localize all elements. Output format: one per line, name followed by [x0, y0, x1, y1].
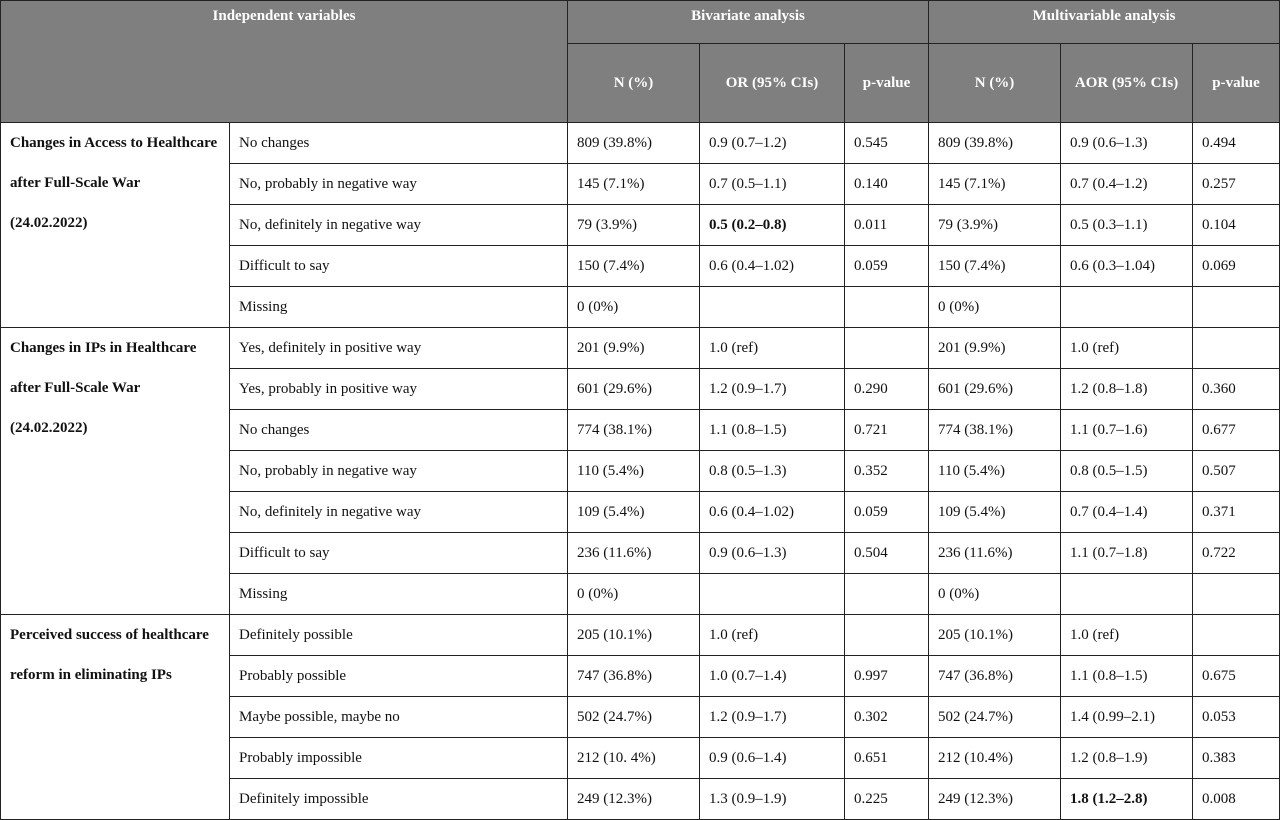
- category-cell: No changes: [230, 410, 568, 451]
- n-pct-cell: 0 (0%): [568, 287, 700, 328]
- table-row: [1, 123, 1280, 164]
- or-ci-cell: 1.0 (ref): [700, 615, 845, 656]
- variable-group-label: Changes in IPs in Healthcare after Full-Scale War (24.02.2022): [1, 328, 230, 615]
- p-value-header: p-value: [845, 44, 929, 123]
- n-pct-cell: 236 (11.6%): [568, 533, 700, 574]
- p-value-cell: [845, 574, 929, 615]
- bivariate-analysis-header: Bivariate analysis: [568, 1, 929, 44]
- aor-ci-cell: 0.9 (0.6–1.3): [1061, 123, 1193, 164]
- p-value-cell: 0.302: [845, 697, 929, 738]
- n-pct-multivariable-cell: 809 (39.8%): [929, 123, 1061, 164]
- n-pct-multivariable-cell: 0 (0%): [929, 287, 1061, 328]
- category-cell: Maybe possible, maybe no: [230, 697, 568, 738]
- or-ci-cell: 0.9 (0.6–1.3): [700, 533, 845, 574]
- or-ci-cell: 0.6 (0.4–1.02): [700, 246, 845, 287]
- aor-ci-cell: 1.0 (ref): [1061, 328, 1193, 369]
- p-value-multivariable-cell: 0.053: [1193, 697, 1280, 738]
- n-pct-multivariable-cell: 109 (5.4%): [929, 492, 1061, 533]
- p-value-cell: [845, 287, 929, 328]
- n-pct-multivariable-cell: 145 (7.1%): [929, 164, 1061, 205]
- category-cell: Difficult to say: [230, 533, 568, 574]
- n-pct-multivariable-cell: 201 (9.9%): [929, 328, 1061, 369]
- p-value-multivariable-cell: 0.507: [1193, 451, 1280, 492]
- p-value-multivariable-cell: [1193, 287, 1280, 328]
- aor-ci-cell: 1.4 (0.99–2.1): [1061, 697, 1193, 738]
- n-pct-multivariable-cell: 110 (5.4%): [929, 451, 1061, 492]
- aor-ci-cell: [1061, 574, 1193, 615]
- p-value-cell: 0.011: [845, 205, 929, 246]
- p-value-cell: 0.352: [845, 451, 929, 492]
- n-pct-multivariable-cell: 249 (12.3%): [929, 779, 1061, 820]
- or-ci-cell: 1.3 (0.9–1.9): [700, 779, 845, 820]
- or-ci-cell: 1.2 (0.9–1.7): [700, 369, 845, 410]
- or-ci-cell: 0.9 (0.6–1.4): [700, 738, 845, 779]
- p-value-multivariable-cell: [1193, 574, 1280, 615]
- p-value-cell: [845, 328, 929, 369]
- n-pct-cell: 249 (12.3%): [568, 779, 700, 820]
- table-row: [1, 328, 1280, 369]
- aor-ci-cell: 1.1 (0.8–1.5): [1061, 656, 1193, 697]
- p-value-multivariable-cell: 0.677: [1193, 410, 1280, 451]
- n-pct-cell: 205 (10.1%): [568, 615, 700, 656]
- or-ci-cell: 0.7 (0.5–1.1): [700, 164, 845, 205]
- aor-ci-cell: 0.5 (0.3–1.1): [1061, 205, 1193, 246]
- n-pct-cell: 0 (0%): [568, 574, 700, 615]
- n-pct-multivariable-cell: 601 (29.6%): [929, 369, 1061, 410]
- variable-group-label: Perceived success of healthcare reform in eliminating IPs: [1, 615, 230, 820]
- p-value-cell: [845, 615, 929, 656]
- n-pct-cell: 110 (5.4%): [568, 451, 700, 492]
- n-pct-header: N (%): [568, 44, 700, 123]
- independent-variables-header: Independent variables: [1, 1, 568, 123]
- p-value-multivariable-cell: 0.494: [1193, 123, 1280, 164]
- category-cell: No, definitely in negative way: [230, 492, 568, 533]
- p-value-cell: 0.059: [845, 246, 929, 287]
- p-value-multivariable-cell: 0.008: [1193, 779, 1280, 820]
- n-pct-cell: 502 (24.7%): [568, 697, 700, 738]
- or-ci-cell: [700, 287, 845, 328]
- n-pct-multivariable-cell: 0 (0%): [929, 574, 1061, 615]
- p-value-cell: 0.997: [845, 656, 929, 697]
- category-cell: No, definitely in negative way: [230, 205, 568, 246]
- p-value-multivariable-cell: [1193, 615, 1280, 656]
- category-cell: Probably possible: [230, 656, 568, 697]
- n-pct-multivariable-cell: 502 (24.7%): [929, 697, 1061, 738]
- n-pct-multivariable-cell: 236 (11.6%): [929, 533, 1061, 574]
- p-value-multivariable-cell: 0.722: [1193, 533, 1280, 574]
- category-cell: Missing: [230, 287, 568, 328]
- p-value-cell: 0.545: [845, 123, 929, 164]
- table-row: [1, 615, 1280, 656]
- aor-ci-header: AOR (95% CIs): [1061, 44, 1193, 123]
- aor-ci-cell: 0.7 (0.4–1.4): [1061, 492, 1193, 533]
- n-pct-cell: 212 (10. 4%): [568, 738, 700, 779]
- category-cell: Probably impossible: [230, 738, 568, 779]
- p-value-cell: 0.059: [845, 492, 929, 533]
- n-pct-cell: 601 (29.6%): [568, 369, 700, 410]
- p-value-cell: 0.225: [845, 779, 929, 820]
- aor-ci-cell: 1.0 (ref): [1061, 615, 1193, 656]
- p-value-multivariable-cell: 0.360: [1193, 369, 1280, 410]
- n-pct-multivariable-cell: 205 (10.1%): [929, 615, 1061, 656]
- p-value-multivariable-cell: 0.371: [1193, 492, 1280, 533]
- n-pct-multivariable-cell: 747 (36.8%): [929, 656, 1061, 697]
- n-pct-multivariable-header: N (%): [929, 44, 1061, 123]
- p-value-cell: 0.290: [845, 369, 929, 410]
- n-pct-cell: 747 (36.8%): [568, 656, 700, 697]
- p-value-multivariable-cell: 0.257: [1193, 164, 1280, 205]
- n-pct-cell: 809 (39.8%): [568, 123, 700, 164]
- category-cell: Yes, probably in positive way: [230, 369, 568, 410]
- aor-ci-cell: 1.2 (0.8–1.9): [1061, 738, 1193, 779]
- p-value-multivariable-cell: 0.104: [1193, 205, 1280, 246]
- category-cell: Yes, definitely in positive way: [230, 328, 568, 369]
- or-ci-cell: [700, 574, 845, 615]
- p-value-multivariable-header: p-value: [1193, 44, 1280, 123]
- n-pct-cell: 109 (5.4%): [568, 492, 700, 533]
- p-value-multivariable-cell: 0.383: [1193, 738, 1280, 779]
- p-value-multivariable-cell: [1193, 328, 1280, 369]
- p-value-cell: 0.651: [845, 738, 929, 779]
- aor-ci-cell: 1.1 (0.7–1.8): [1061, 533, 1193, 574]
- or-ci-cell: 0.9 (0.7–1.2): [700, 123, 845, 164]
- p-value-multivariable-cell: 0.069: [1193, 246, 1280, 287]
- or-ci-cell: 0.6 (0.4–1.02): [700, 492, 845, 533]
- or-ci-cell: 1.0 (0.7–1.4): [700, 656, 845, 697]
- category-cell: No, probably in negative way: [230, 451, 568, 492]
- p-value-cell: 0.140: [845, 164, 929, 205]
- variable-group-label: Changes in Access to Healthcare after Full-Scale War (24.02.2022): [1, 123, 230, 328]
- aor-ci-cell: 0.7 (0.4–1.2): [1061, 164, 1193, 205]
- category-cell: Definitely possible: [230, 615, 568, 656]
- p-value-multivariable-cell: 0.675: [1193, 656, 1280, 697]
- n-pct-cell: 150 (7.4%): [568, 246, 700, 287]
- n-pct-multivariable-cell: 774 (38.1%): [929, 410, 1061, 451]
- n-pct-multivariable-cell: 79 (3.9%): [929, 205, 1061, 246]
- table-body: [1, 123, 1280, 820]
- aor-ci-cell: [1061, 287, 1193, 328]
- table-header: [1, 1, 1280, 123]
- n-pct-multivariable-cell: 212 (10.4%): [929, 738, 1061, 779]
- n-pct-cell: 79 (3.9%): [568, 205, 700, 246]
- p-value-cell: 0.721: [845, 410, 929, 451]
- n-pct-multivariable-cell: 150 (7.4%): [929, 246, 1061, 287]
- or-ci-header: OR (95% CIs): [700, 44, 845, 123]
- category-cell: No changes: [230, 123, 568, 164]
- aor-ci-cell: 1.2 (0.8–1.8): [1061, 369, 1193, 410]
- aor-ci-cell: 1.1 (0.7–1.6): [1061, 410, 1193, 451]
- aor-ci-cell: 0.6 (0.3–1.04): [1061, 246, 1193, 287]
- category-cell: Definitely impossible: [230, 779, 568, 820]
- or-ci-cell: 1.2 (0.9–1.7): [700, 697, 845, 738]
- aor-ci-cell: 1.8 (1.2–2.8): [1061, 779, 1193, 820]
- or-ci-cell: 1.1 (0.8–1.5): [700, 410, 845, 451]
- or-ci-cell: 0.5 (0.2–0.8): [700, 205, 845, 246]
- n-pct-cell: 201 (9.9%): [568, 328, 700, 369]
- category-cell: Missing: [230, 574, 568, 615]
- or-ci-cell: 1.0 (ref): [700, 328, 845, 369]
- category-cell: No, probably in negative way: [230, 164, 568, 205]
- multivariable-analysis-header: Multivariable analysis: [929, 1, 1280, 44]
- n-pct-cell: 145 (7.1%): [568, 164, 700, 205]
- or-ci-cell: 0.8 (0.5–1.3): [700, 451, 845, 492]
- category-cell: Difficult to say: [230, 246, 568, 287]
- n-pct-cell: 774 (38.1%): [568, 410, 700, 451]
- aor-ci-cell: 0.8 (0.5–1.5): [1061, 451, 1193, 492]
- p-value-cell: 0.504: [845, 533, 929, 574]
